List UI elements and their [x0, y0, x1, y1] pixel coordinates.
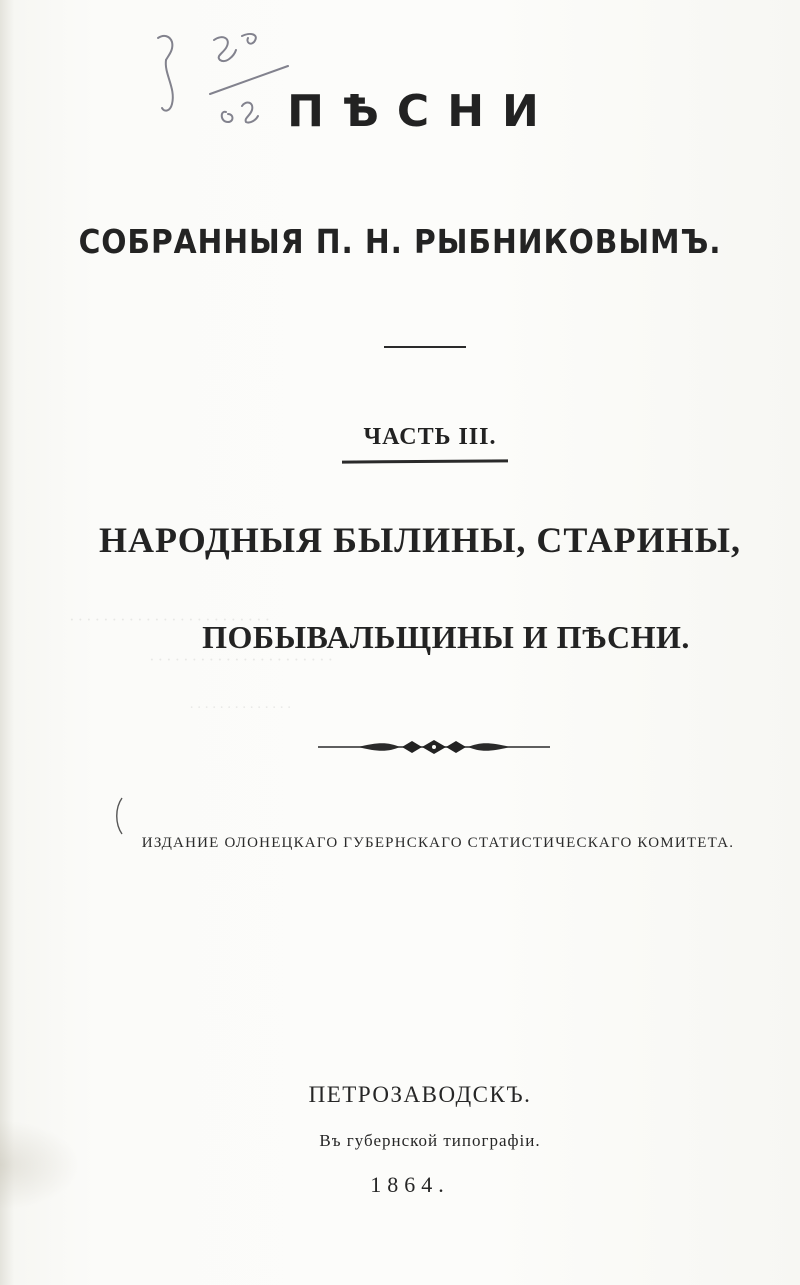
imprint-year: 1864.	[370, 1172, 450, 1197]
imprint-city: ПЕТРОЗАВОДСКЪ.	[308, 1082, 532, 1107]
bleed-through-mark: · · · · · · · · · · · · · ·	[190, 700, 292, 716]
part-heading: ЧАСТЬ III.	[363, 424, 497, 450]
bleed-through-mark: · · · · · · · · · · · · · · · · · · · · · · · ·	[70, 610, 270, 629]
separator-rule	[384, 346, 466, 348]
book-title: ПѢСНИ	[287, 86, 557, 137]
pencil-bracket-mark	[113, 796, 125, 836]
imprint-printer: Въ губернской типографіи.	[319, 1131, 541, 1150]
subtitle-line-1: НАРОДНЫЯ БЫЛИНЫ, СТАРИНЫ,	[99, 520, 741, 560]
publisher-line: ИЗДАНИЕ ОЛОНЕЦКАГО ГУБЕРНСКАГО СТАТИСТИЧЕСКАГО КОМИТЕТА.	[141, 835, 735, 851]
collector-line: СОБРАННЫЯ П. Н. РЫБНИКОВЫМЪ.	[78, 222, 722, 261]
bleed-through-mark: · · · · · · · · · · · · · · · · · · · · · ·	[150, 650, 333, 669]
part-underline	[342, 459, 508, 463]
subtitle-line-2: ПОБЫВАЛЬЩИНЫ И ПѢСНИ.	[202, 619, 690, 655]
ornamental-divider	[318, 736, 550, 758]
